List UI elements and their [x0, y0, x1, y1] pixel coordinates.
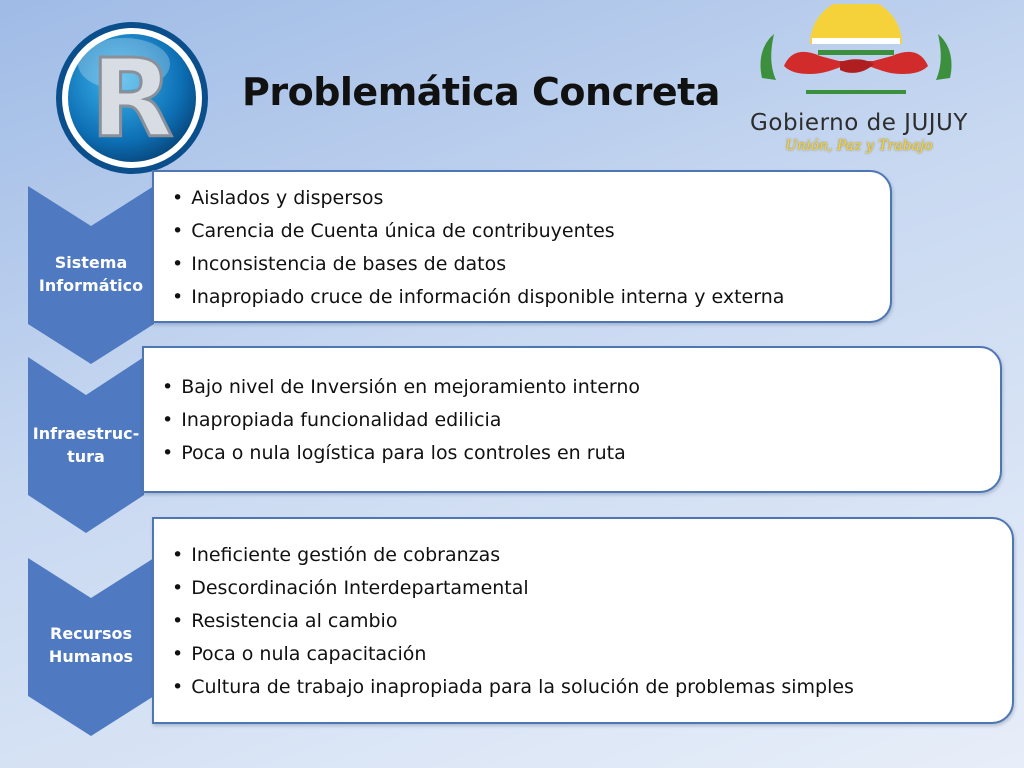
list-item: • Cultura de trabajo inapropiada para la solución de problemas simples	[172, 671, 1012, 704]
list-item: • Inapropiado cruce de información disponible interna y externa	[172, 281, 890, 314]
list-item: • Poca o nula logística para los controles en ruta	[162, 437, 1000, 470]
list-item: • Inapropiada funcionalidad edilicia	[162, 404, 1000, 437]
panel-sistema-informatico	[152, 170, 892, 323]
panel-infraestructura	[142, 346, 1002, 493]
list-item: • Inconsistencia de bases de datos	[172, 248, 890, 281]
list-item: • Poca o nula capacitación	[172, 638, 1012, 671]
list-item: • Carencia de Cuenta única de contribuyentes	[172, 215, 890, 248]
list-item: • Aislados y dispersos	[172, 182, 890, 215]
list-infraestructura	[162, 371, 1000, 470]
list-recursos-humanos	[172, 539, 1012, 704]
panel-recursos-humanos	[152, 517, 1014, 724]
list-sistema-informatico	[172, 182, 890, 314]
section-label-recursos: Recursos Humanos	[48, 624, 134, 667]
list-item: • Resistencia al cambio	[172, 605, 1012, 638]
list-item: • Ineficiente gestión de cobranzas	[172, 539, 1012, 572]
page-title: Problemática Concreta	[242, 70, 720, 114]
gov-name: Gobierno de JUJUY	[750, 110, 968, 136]
r-logo	[52, 18, 212, 178]
r-logo-letter: R	[90, 37, 174, 162]
gov-motto: Unión, Paz y Trabajo	[785, 138, 933, 154]
section-label-infraestructura: Infraestruc- tura	[32, 424, 140, 467]
list-item: • Bajo nivel de Inversión en mejoramiento interno	[162, 371, 1000, 404]
list-item: • Descordinación Interdepartamental	[172, 572, 1012, 605]
section-label-sistema: Sistema Informático	[38, 253, 144, 296]
